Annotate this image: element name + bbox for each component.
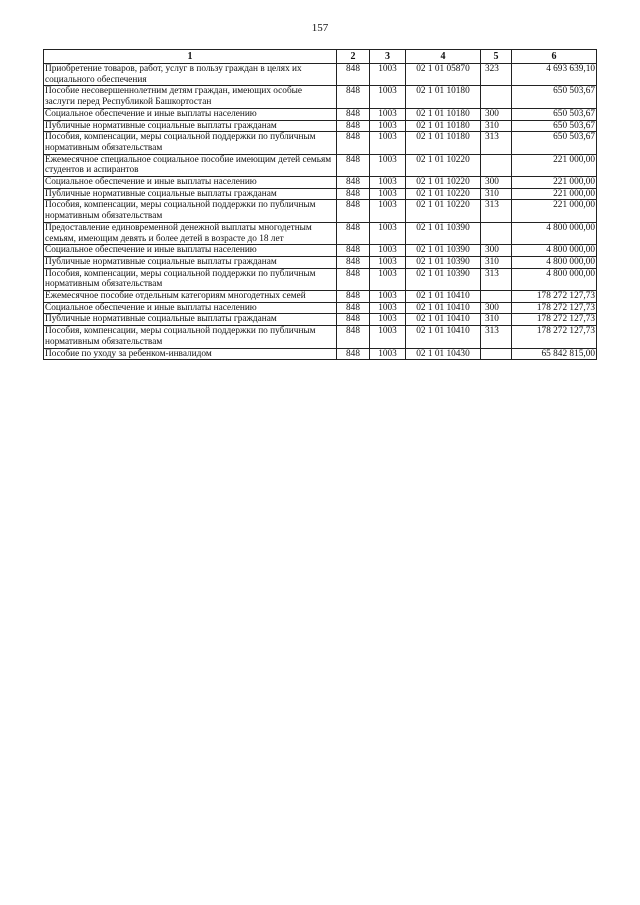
target-code-cell: 02 1 01 10180 — [406, 86, 481, 108]
table-row — [44, 64, 597, 86]
table-row — [44, 256, 597, 268]
admin-code-cell: 848 — [337, 64, 370, 86]
section-code-cell: 1003 — [370, 348, 406, 360]
column-header: 6 — [512, 50, 597, 64]
row-name-cell: Социальное обеспечение и иные выплаты населению — [44, 302, 337, 314]
expense-type-cell: 313 — [481, 326, 512, 348]
table-row — [44, 268, 597, 290]
section-code-cell: 1003 — [370, 64, 406, 86]
table-row — [44, 177, 597, 189]
amount-cell: 4 800 000,00 — [512, 222, 597, 244]
admin-code-cell: 848 — [337, 188, 370, 200]
admin-code-cell: 848 — [337, 314, 370, 326]
table-row — [44, 302, 597, 314]
row-name-cell: Предоставление единовременной денежной выплаты многодетным семьям, имеющим девять и более детей в возрасте до 18 лет — [44, 222, 337, 244]
section-code-cell: 1003 — [370, 245, 406, 257]
admin-code-cell: 848 — [337, 291, 370, 303]
column-header: 4 — [406, 50, 481, 64]
expense-type-cell — [481, 154, 512, 176]
table-row — [44, 222, 597, 244]
target-code-cell: 02 1 01 10410 — [406, 291, 481, 303]
target-code-cell: 02 1 01 10410 — [406, 302, 481, 314]
row-name-cell: Приобретение товаров, работ, услуг в пользу граждан в целях их социального обеспечения — [44, 64, 337, 86]
table-row — [44, 188, 597, 200]
section-code-cell: 1003 — [370, 154, 406, 176]
amount-cell: 221 000,00 — [512, 200, 597, 222]
target-code-cell: 02 1 01 10410 — [406, 314, 481, 326]
target-code-cell: 02 1 01 05870 — [406, 64, 481, 86]
table-row — [44, 108, 597, 120]
row-name-cell: Пособия, компенсации, меры социальной поддержки по публичным нормативным обязательствам — [44, 268, 337, 290]
admin-code-cell: 848 — [337, 222, 370, 244]
admin-code-cell: 848 — [337, 245, 370, 257]
amount-cell: 221 000,00 — [512, 188, 597, 200]
target-code-cell: 02 1 01 10430 — [406, 348, 481, 360]
expense-type-cell — [481, 222, 512, 244]
target-code-cell: 02 1 01 10180 — [406, 108, 481, 120]
admin-code-cell: 848 — [337, 326, 370, 348]
table-row — [44, 200, 597, 222]
amount-cell: 650 503,67 — [512, 120, 597, 132]
section-code-cell: 1003 — [370, 120, 406, 132]
section-code-cell: 1003 — [370, 188, 406, 200]
target-code-cell: 02 1 01 10390 — [406, 256, 481, 268]
section-code-cell: 1003 — [370, 132, 406, 154]
section-code-cell: 1003 — [370, 222, 406, 244]
amount-cell: 178 272 127,73 — [512, 326, 597, 348]
expense-type-cell — [481, 86, 512, 108]
amount-cell: 178 272 127,73 — [512, 314, 597, 326]
amount-cell: 4 800 000,00 — [512, 245, 597, 257]
table-row — [44, 132, 597, 154]
section-code-cell: 1003 — [370, 86, 406, 108]
admin-code-cell: 848 — [337, 86, 370, 108]
expense-type-cell: 323 — [481, 64, 512, 86]
target-code-cell: 02 1 01 10220 — [406, 188, 481, 200]
table-row — [44, 120, 597, 132]
section-code-cell: 1003 — [370, 291, 406, 303]
row-name-cell: Ежемесячное пособие отдельным категориям многодетных семей — [44, 291, 337, 303]
amount-cell: 4 800 000,00 — [512, 268, 597, 290]
amount-cell: 65 842 815,00 — [512, 348, 597, 360]
expense-type-cell: 310 — [481, 314, 512, 326]
target-code-cell: 02 1 01 10220 — [406, 177, 481, 189]
admin-code-cell: 848 — [337, 348, 370, 360]
section-code-cell: 1003 — [370, 108, 406, 120]
section-code-cell: 1003 — [370, 268, 406, 290]
expense-type-cell — [481, 291, 512, 303]
amount-cell: 221 000,00 — [512, 177, 597, 189]
expense-type-cell: 310 — [481, 188, 512, 200]
section-code-cell: 1003 — [370, 200, 406, 222]
expense-type-cell: 313 — [481, 268, 512, 290]
amount-cell: 221 000,00 — [512, 154, 597, 176]
row-name-cell: Социальное обеспечение и иные выплаты населению — [44, 108, 337, 120]
row-name-cell: Пособия, компенсации, меры социальной поддержки по публичным нормативным обязательствам — [44, 200, 337, 222]
amount-cell: 650 503,67 — [512, 108, 597, 120]
admin-code-cell: 848 — [337, 302, 370, 314]
target-code-cell: 02 1 01 10180 — [406, 120, 481, 132]
amount-cell: 178 272 127,73 — [512, 302, 597, 314]
column-header: 2 — [337, 50, 370, 64]
target-code-cell: 02 1 01 10390 — [406, 222, 481, 244]
section-code-cell: 1003 — [370, 177, 406, 189]
row-name-cell: Пособия, компенсации, меры социальной поддержки по публичным нормативным обязательствам — [44, 326, 337, 348]
expense-type-cell: 300 — [481, 245, 512, 257]
expense-type-cell: 300 — [481, 302, 512, 314]
admin-code-cell: 848 — [337, 154, 370, 176]
target-code-cell: 02 1 01 10390 — [406, 268, 481, 290]
row-name-cell: Публичные нормативные социальные выплаты гражданам — [44, 188, 337, 200]
row-name-cell: Ежемесячное специальное социальное пособие имеющим детей семьям студентов и аспирантов — [44, 154, 337, 176]
admin-code-cell: 848 — [337, 132, 370, 154]
admin-code-cell: 848 — [337, 177, 370, 189]
table-row — [44, 245, 597, 257]
row-name-cell: Пособия, компенсации, меры социальной поддержки по публичным нормативным обязательствам — [44, 132, 337, 154]
admin-code-cell: 848 — [337, 108, 370, 120]
admin-code-cell: 848 — [337, 120, 370, 132]
expense-type-cell: 313 — [481, 200, 512, 222]
table-header-row — [44, 50, 597, 64]
target-code-cell: 02 1 01 10390 — [406, 245, 481, 257]
expense-type-cell — [481, 348, 512, 360]
table-row — [44, 86, 597, 108]
target-code-cell: 02 1 01 10410 — [406, 326, 481, 348]
target-code-cell: 02 1 01 10220 — [406, 154, 481, 176]
admin-code-cell: 848 — [337, 268, 370, 290]
budget-table — [43, 49, 597, 360]
expense-type-cell: 300 — [481, 177, 512, 189]
row-name-cell: Публичные нормативные социальные выплаты гражданам — [44, 314, 337, 326]
expense-type-cell: 300 — [481, 108, 512, 120]
row-name-cell: Пособие несовершеннолетним детям граждан, имеющих особые заслуги перед Республикой Башкортостан — [44, 86, 337, 108]
table-row — [44, 348, 597, 360]
row-name-cell: Публичные нормативные социальные выплаты гражданам — [44, 256, 337, 268]
table-row — [44, 291, 597, 303]
expense-type-cell: 310 — [481, 120, 512, 132]
table-row — [44, 154, 597, 176]
page-number: 157 — [311, 22, 329, 34]
row-name-cell: Социальное обеспечение и иные выплаты населению — [44, 177, 337, 189]
column-header: 1 — [44, 50, 337, 64]
amount-cell: 650 503,67 — [512, 132, 597, 154]
table-row — [44, 326, 597, 348]
row-name-cell: Социальное обеспечение и иные выплаты населению — [44, 245, 337, 257]
admin-code-cell: 848 — [337, 200, 370, 222]
amount-cell: 178 272 127,73 — [512, 291, 597, 303]
expense-type-cell: 313 — [481, 132, 512, 154]
section-code-cell: 1003 — [370, 256, 406, 268]
expense-type-cell: 310 — [481, 256, 512, 268]
section-code-cell: 1003 — [370, 302, 406, 314]
section-code-cell: 1003 — [370, 326, 406, 348]
amount-cell: 4 800 000,00 — [512, 256, 597, 268]
row-name-cell: Пособие по уходу за ребенком-инвалидом — [44, 348, 337, 360]
column-header: 3 — [370, 50, 406, 64]
row-name-cell: Публичные нормативные социальные выплаты гражданам — [44, 120, 337, 132]
target-code-cell: 02 1 01 10180 — [406, 132, 481, 154]
amount-cell: 4 693 639,10 — [512, 64, 597, 86]
admin-code-cell: 848 — [337, 256, 370, 268]
table-row — [44, 314, 597, 326]
target-code-cell: 02 1 01 10220 — [406, 200, 481, 222]
section-code-cell: 1003 — [370, 314, 406, 326]
amount-cell: 650 503,67 — [512, 86, 597, 108]
column-header: 5 — [481, 50, 512, 64]
